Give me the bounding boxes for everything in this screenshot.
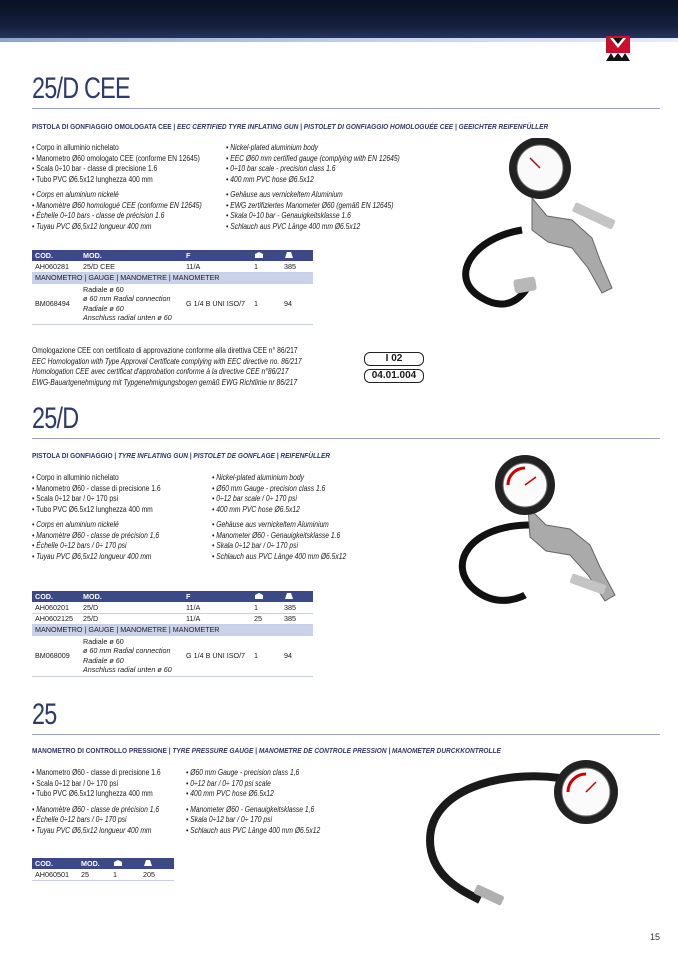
top-banner-stripe (0, 38, 678, 42)
section-title-25d-cee: 25/D CEE (32, 72, 130, 105)
weight-icon (143, 859, 153, 867)
section-title-25: 25 (32, 698, 57, 731)
features-col1: • Manometro Ø60 - classe di precisione 1.6 • Scala 0÷12 bar / 0÷ 170 psi • Tubo PVC Ø6.5x12 lunghezza 400 mm • Manomètre Ø60 - classe de précision 1,6 • Échelle 0÷12 bars / 0÷ 170 psi • Tuyau PVC Ø6,5x12 longueur 400 mm (32, 768, 161, 836)
features-col1: • Corpo in alluminio nichelato • Manometro Ø60 - classe di precisione 1.6 • Scala 0÷12 bar / 0÷ 170 psi • Tubo PVC Ø6.5x12 lunghezza 400 mm • Corps en aluminium nickelé • Manomètre Ø60 - classe de précision 1,6 • Échelle 0÷12 bars / 0÷ 170 psi • Tuyau PVC Ø6,5x12 longueur 400 mm (32, 473, 161, 562)
approval-badge-bottom: 04.01.004 (364, 369, 424, 383)
col-header-weight (140, 858, 174, 869)
col-header-box (110, 858, 140, 869)
section-rule (32, 734, 660, 735)
box-icon (113, 859, 123, 867)
top-banner (0, 0, 678, 38)
homologation-note: Omologazione CEE con certificato di approvazione conforme alla direttiva CEE n° 86/217 EEC Homologation with Type Approval Certificate complying with EEC directive no. 86/217 Homologation CEE avec certificat d'approbation conforme à la directive CEE n°86/217 EWG-Bauartgenehmigung mit Typgenehmigungsbogen gemäß EWG Richtlinie nr 86/217 (32, 346, 302, 387)
weight-icon (284, 251, 294, 259)
table-row: AH060281 25/D CEE 11/A 1 385 (32, 261, 313, 272)
col-header-code: COD. (32, 591, 80, 602)
brand-logo-icon (604, 34, 632, 62)
table-row: AH060501 25 1 205 (32, 869, 174, 880)
col-header-weight (281, 250, 313, 261)
col-header-code: COD. (32, 858, 78, 869)
inflating-gun-image (452, 138, 632, 318)
section-subtitle: PISTOLA DI GONFIAGGIO | TYRE INFLATING GUN | PISTOLET DE GONFLAGE | REIFENFÜLLER (32, 451, 331, 460)
features-col2: • Nickel-plated aluminium body • EEC Ø60 mm certified gauge (complying with EN 12645) • 0÷10 bar scale - precision class 1.6 • 400 mm PVC hose Ø6.5x12 • Gehäuse aus vernickeltem Aluminium • EWG zertifiziertes Manometer Ø60 (gemäß EN 12645) • Skala 0÷10 bar - Genauigkeitsklasse 1.6 • Schlauch aus PVC Länge 400 mm Ø6.5x12 (226, 143, 400, 232)
section-subtitle: MANOMETRO DI CONTROLLO PRESSIONE | TYRE PRESSURE GAUGE | MANOMETRE DE CONTROLE PRESSION | MANOMETER DURCKKONTROLLE (32, 746, 501, 755)
page-number: 15 (650, 932, 661, 942)
col-header-thread: F (183, 250, 251, 261)
section-title-25d: 25/D (32, 402, 79, 435)
inflating-gun-image (450, 455, 630, 620)
table-row: BM068009 Radiale ø 60 ø 60 mm Radial connection Radiale ø 60 Anschluss radial unten ø 60 G 1/4 B UNI ISO/7 1 94 (32, 635, 313, 676)
col-header-code: COD. (32, 250, 80, 261)
col-header-model: MOD. (78, 858, 110, 869)
table-category-row: MANOMETRO | GAUGE | MANOMETRE | MANOMETER (32, 272, 313, 283)
table-row: AH060201 25/D 11/A 1 385 (32, 602, 313, 613)
approval-badge-top: I 02 (364, 352, 424, 366)
features-col2: • Nickel-plated aluminium body • Ø60 mm Gauge - precision class 1.6 • 0÷12 bar scale / 0÷ 170 psi • 400 mm PVC hose Ø6.5x12 • Gehäuse aus vernickeltem Aluminium • Manometer Ø60 - Genauigkeitsklasse 1.6 • Skala 0÷12 bar / 0÷ 170 psi • Schlauch aus PVC Länge 400 mm Ø6.5x12 (212, 473, 346, 562)
box-icon (254, 251, 264, 259)
box-icon (254, 592, 264, 600)
table-row: AH0602125 25/D 11/A 25 385 (32, 613, 313, 624)
table-category-row: MANOMETRO | GAUGE | MANOMETRE | MANOMETER (32, 624, 313, 635)
pressure-gauge-image (420, 750, 640, 915)
weight-icon (284, 592, 294, 600)
table-row: BM068494 Radiale ø 60 ø 60 mm Radial connection Radiale ø 60 Anschluss radial unten ø 60 G 1/4 B UNI ISO/7 1 94 (32, 283, 313, 324)
col-header-box (251, 591, 281, 602)
features-col1: • Corpo in alluminio nichelato • Manometro Ø60 omologato CEE (conforme EN 12645) • Scala 0÷10 bar - classe di precisione 1.6 • Tubo PVC Ø6.5x12 lunghezza 400 mm • Corps en aluminium nickelé • Manomètre Ø60 homologué CEE (conforme EN 12645) • Échelle 0÷10 bars - classe de précision 1.6 • Tuyau PVC Ø6,5x12 longueur 400 mm (32, 143, 202, 232)
product-table (32, 250, 313, 325)
section-subtitle: PISTOLA DI GONFIAGGIO OMOLOGATA CEE | EEC CERTIFIED TYRE INFLATING GUN | PISTOLET DI GONFIAGGIO HOMOLOGUÉE CEE | GEEICHTER REIFENFÜLLER (32, 122, 549, 131)
col-header-model: MOD. (80, 591, 183, 602)
product-table (32, 858, 174, 881)
product-table (32, 591, 313, 677)
col-header-thread: F (183, 591, 251, 602)
features-col2: • Ø60 mm Gauge - precision class 1,6 • 0÷12 bar / 0÷ 170 psi scale • 400 mm PVC hose Ø6.5x12 • Manometer Ø60 - Genauigkeitsklasse 1,6 • Skala 0÷12 bar / 0÷ 170 psi • Schlauch aus PVC Länge 400 mm Ø6.5x12 (186, 768, 320, 836)
section-rule (32, 108, 660, 109)
section-rule (32, 438, 660, 439)
col-header-box (251, 250, 281, 261)
col-header-model: MOD. (80, 250, 183, 261)
col-header-weight (281, 591, 313, 602)
